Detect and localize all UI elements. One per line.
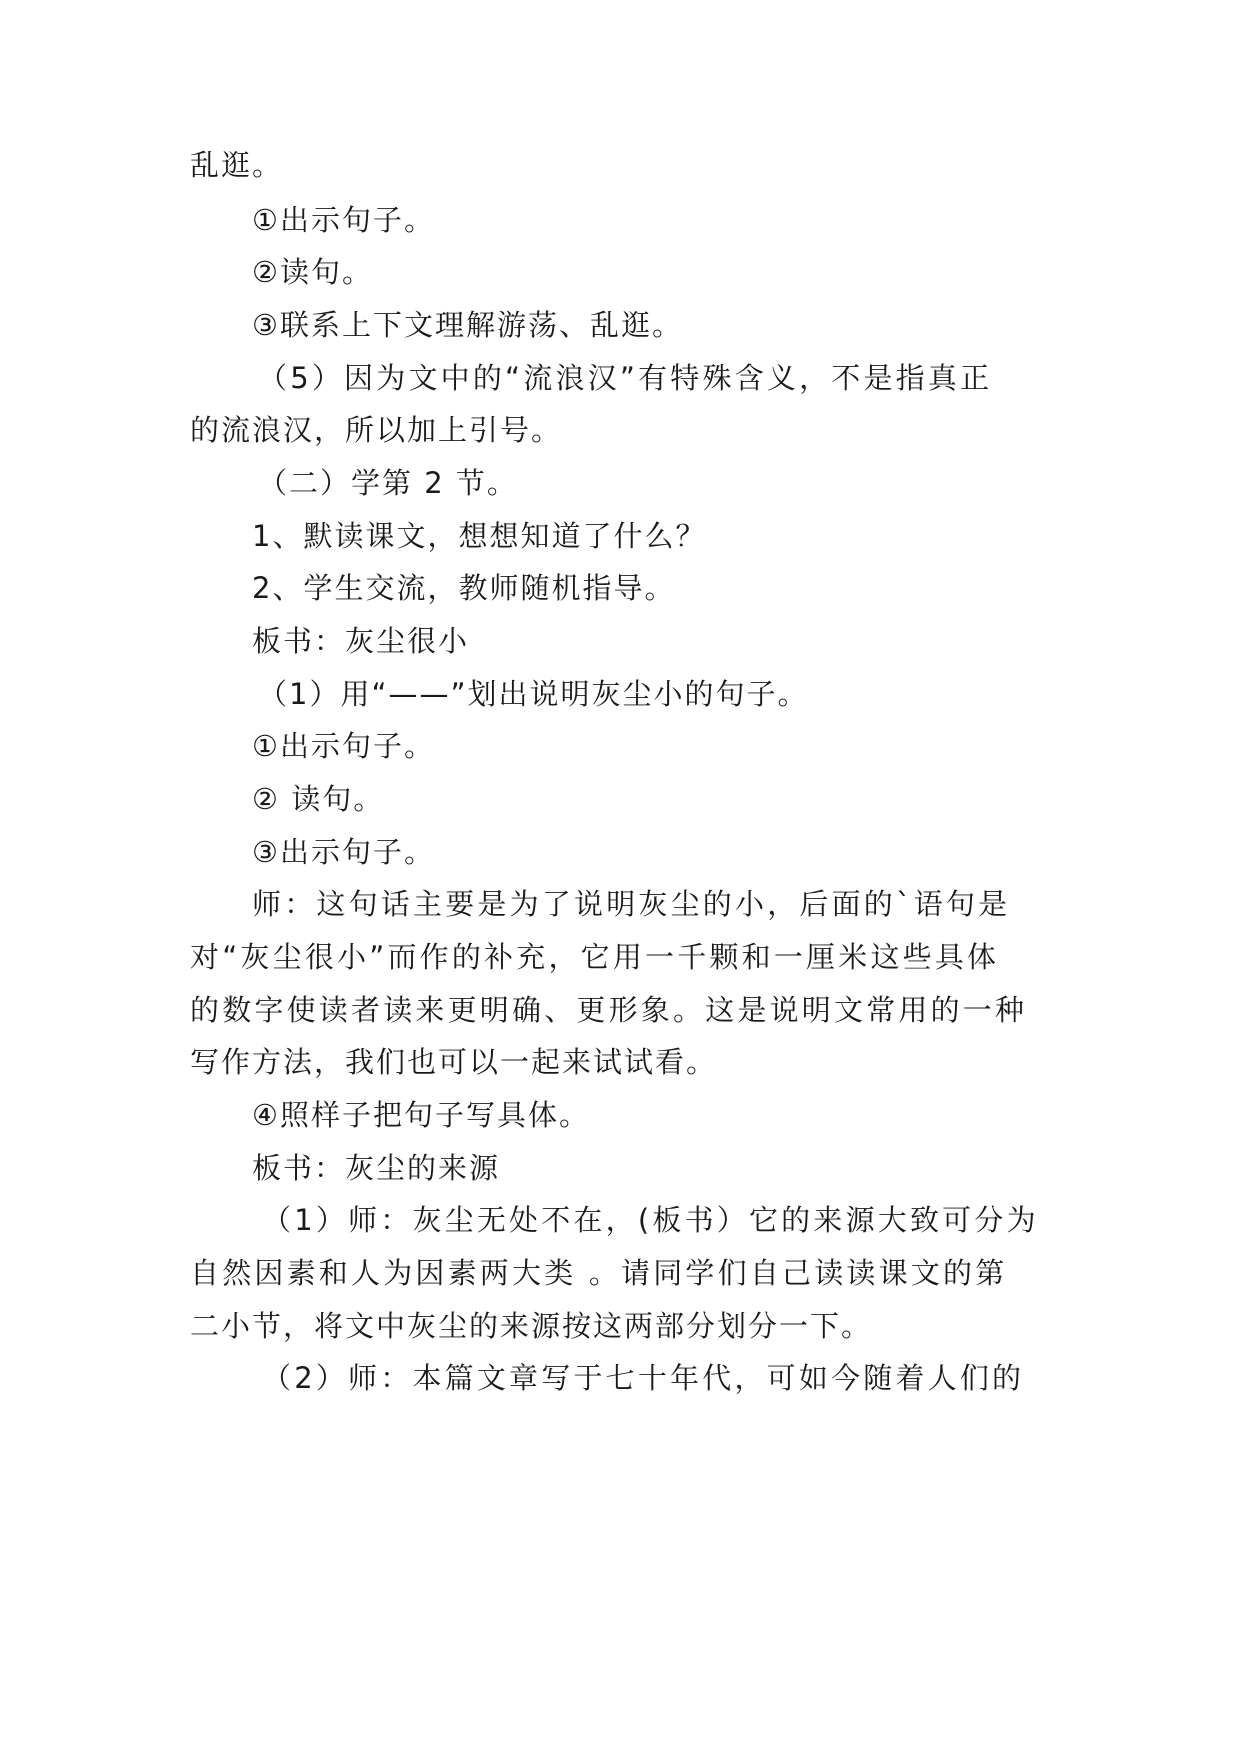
text-line: 的数字使读者读来更明确、更形象。这是说明文常用的一种 <box>190 993 1028 1027</box>
text-line: （5）因为文中的“流浪汉”有特殊含义，不是指真正 <box>258 361 993 395</box>
text-line: （1）师：灰尘无处不在，(板书）它的来源大致可分为 <box>262 1203 1039 1237</box>
text-line: ②读句。 <box>252 255 373 289</box>
text-line: 板书：灰尘很小 <box>252 624 470 658</box>
text-line: （2）师：本篇文章写于七十年代，可如今随着人们的 <box>262 1361 1025 1395</box>
text-line: 对“灰尘很小”而作的补充，它用一千颗和一厘米这些具体 <box>190 940 1000 974</box>
text-line: ③出示句子。 <box>252 835 435 869</box>
text-line: 师：这句话主要是为了说明灰尘的小，后面的`语句是 <box>252 887 1011 921</box>
text-line: ①出示句子。 <box>252 729 435 763</box>
text-line: （1）用“——”划出说明灰尘小的句子。 <box>258 677 809 711</box>
text-line: ④照样子把句子写具体。 <box>252 1098 590 1132</box>
text-line: 写作方法，我们也可以一起来试试看。 <box>190 1045 718 1079</box>
text-line: ② 读句。 <box>252 782 385 816</box>
text-line: 乱逛。 <box>190 148 284 182</box>
text-line: 的流浪汉，所以加上引号。 <box>190 413 563 447</box>
text-line: ③联系上下文理解游荡、乱逛。 <box>252 308 683 342</box>
text-line: ①出示句子。 <box>252 203 435 237</box>
text-line: 二小节，将文中灰尘的来源按这两部分划分一下。 <box>190 1309 873 1343</box>
text-line: 自然因素和人为因素两大类 。请同学们自己读读课文的第 <box>190 1256 1008 1290</box>
text-line: 2、学生交流，教师随机指导。 <box>252 571 676 605</box>
text-line: 板书：灰尘的来源 <box>252 1151 501 1185</box>
text-line: （二）学第 2 节。 <box>258 466 518 500</box>
text-line: 1、默读课文，想想知道了什么？ <box>252 519 707 553</box>
